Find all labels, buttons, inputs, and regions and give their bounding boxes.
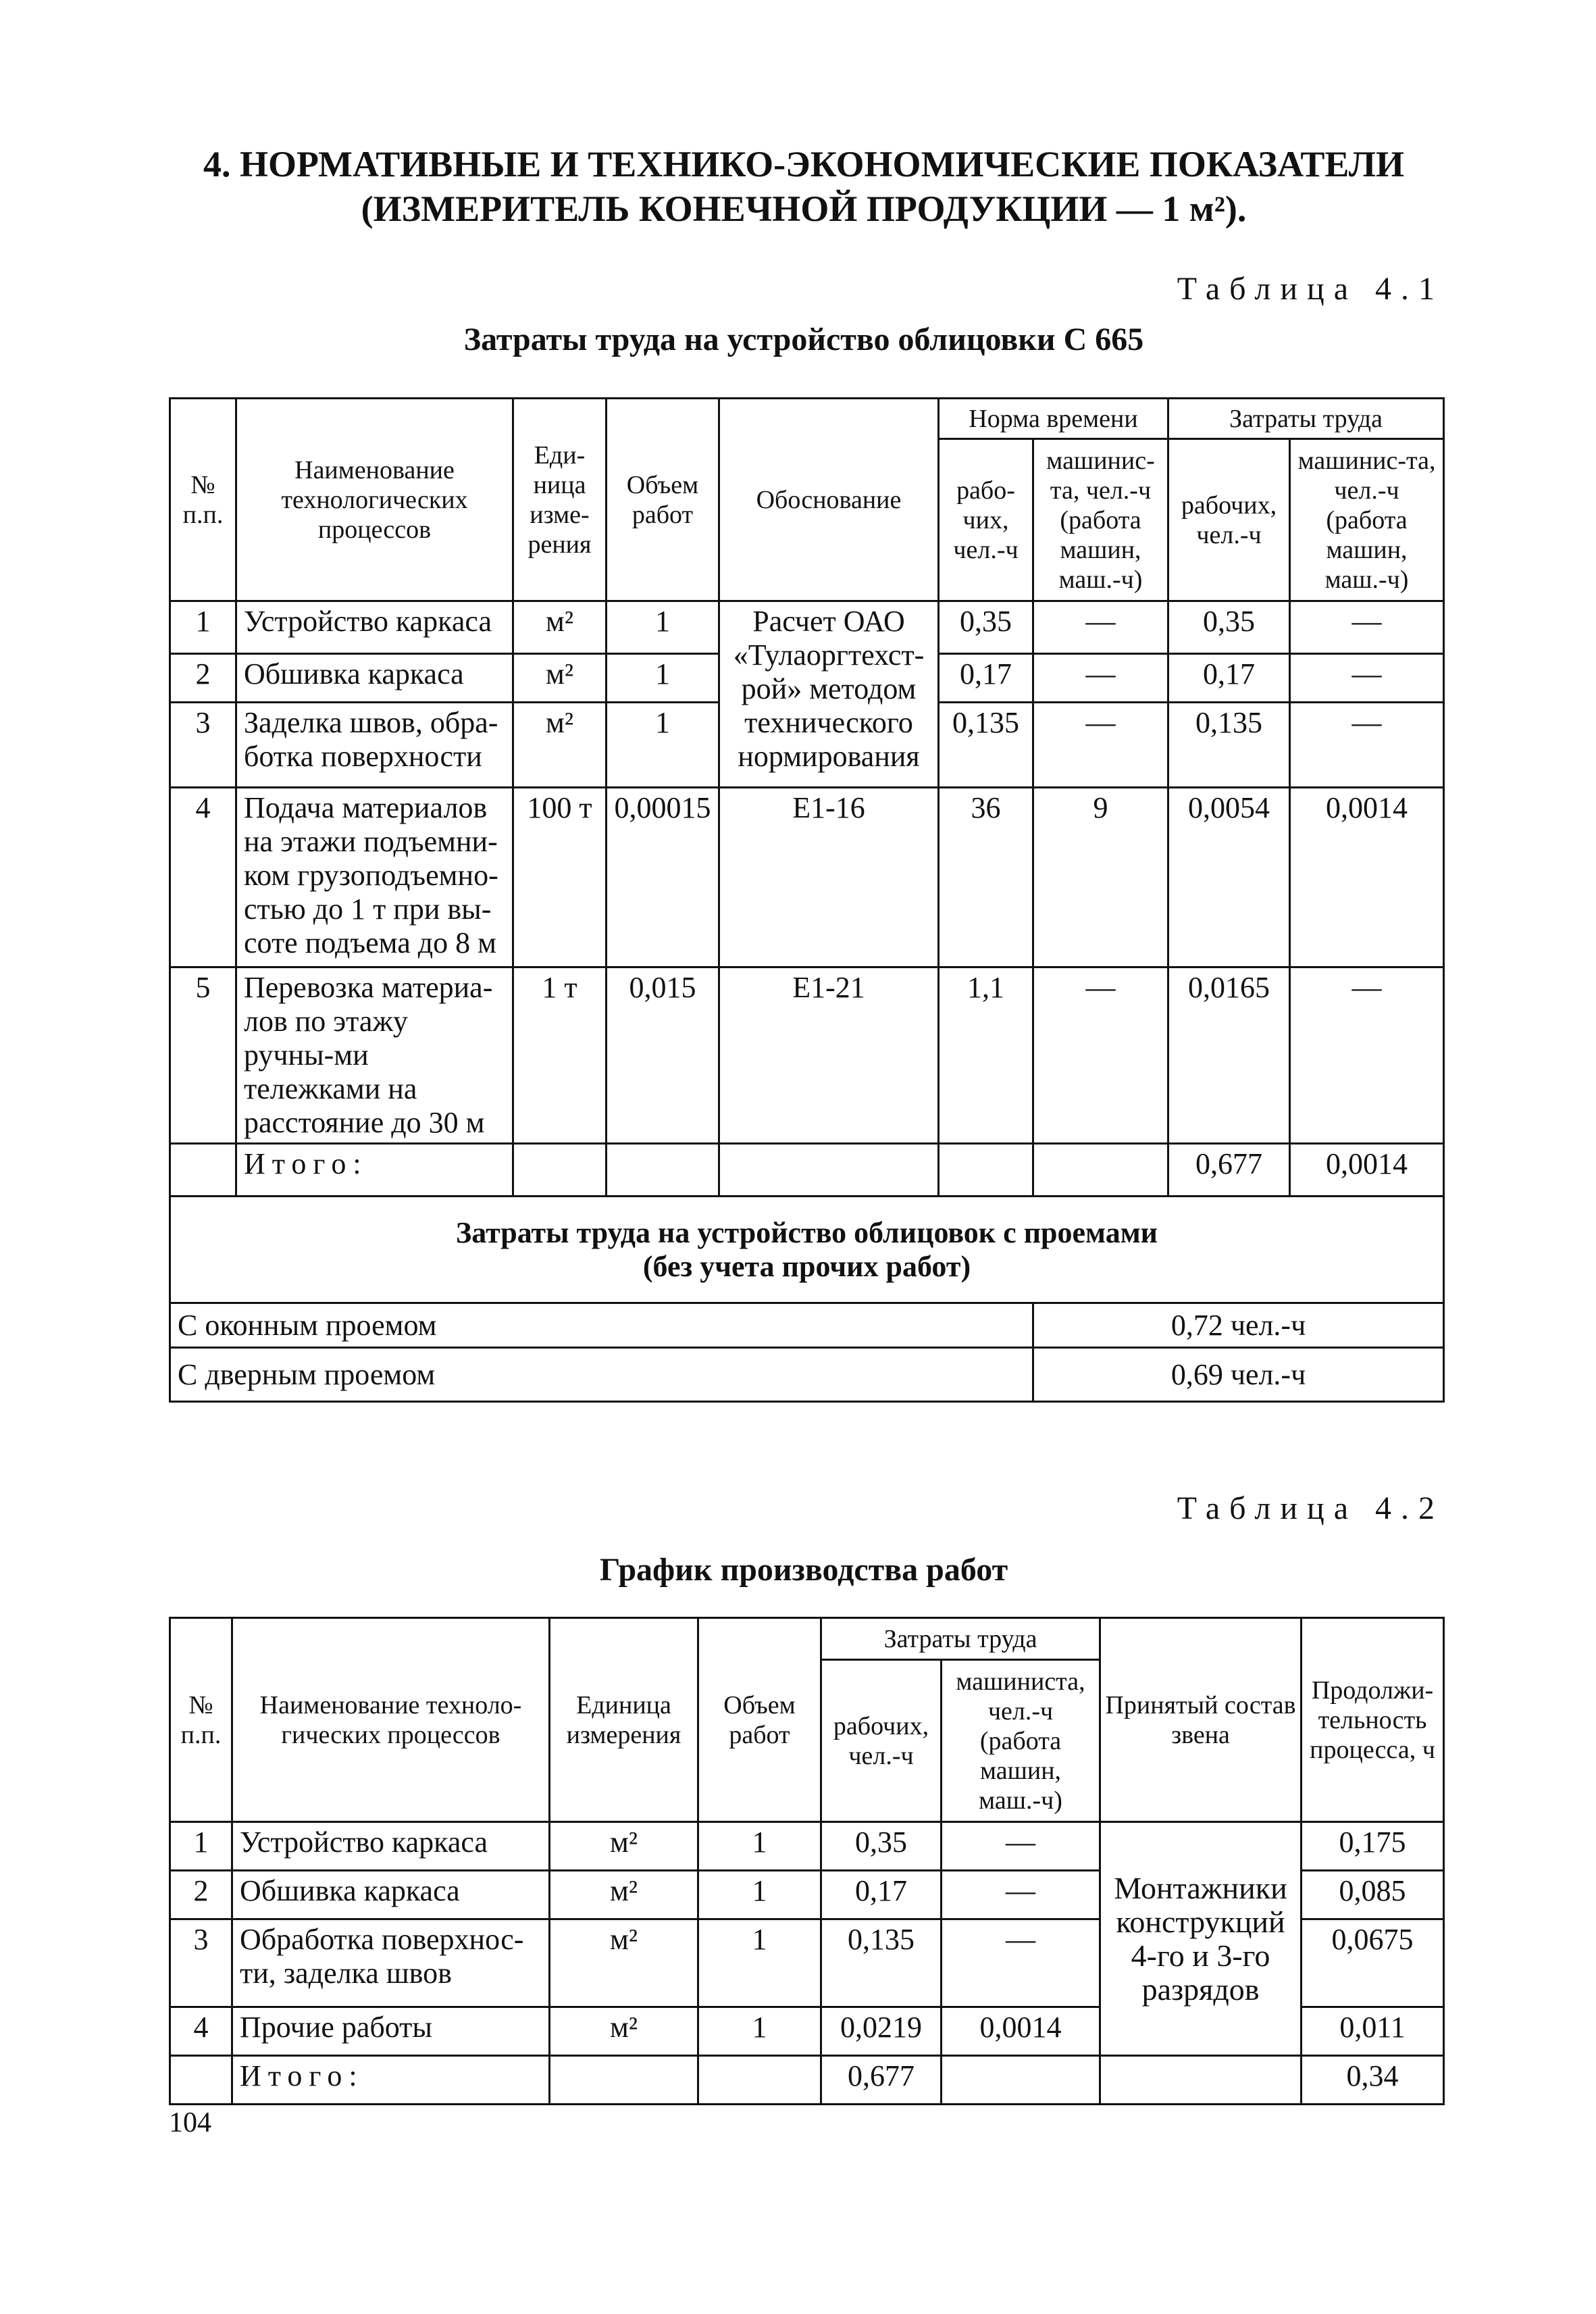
cell-basis-shared: Расчет ОАО «Тулаоргтехст-рой» методом технического нормирования — [719, 601, 939, 788]
cell-crew: Монтажники конструкций 4-го и 3-го разрядов — [1100, 1822, 1302, 2056]
col-header-cost-machinist: машинис-та, чел.-ч (работа машин, маш.-ч) — [1290, 439, 1444, 601]
col-header-name: Наименование технологических процессов — [236, 399, 513, 601]
cell-volume: 0,015 — [607, 967, 719, 1144]
cell-num: 5 — [170, 967, 236, 1144]
total-duration: 0,34 — [1302, 2056, 1444, 2105]
col-header-basis: Обоснование — [719, 399, 939, 601]
cell-duration: 0,175 — [1302, 1822, 1444, 1871]
col-header-unit: Еди-ница изме-рения — [513, 399, 607, 601]
table-row — [170, 1822, 1444, 1871]
cell-name: Устройство каркаса — [232, 1822, 550, 1871]
cell-name: Обработка поверхнос-ти, заделка швов — [232, 1919, 550, 2007]
cell-num: 2 — [170, 1871, 232, 1919]
cell-name: Прочие работы — [232, 2007, 550, 2056]
window-opening-label: С оконным проемом — [170, 1303, 1033, 1348]
openings-row — [170, 1303, 1444, 1348]
cell-cost-machinist: — — [1290, 654, 1444, 703]
col-header-cost-workers: рабочих, чел.-ч — [821, 1660, 942, 1822]
cell-name: Заделка швов, обра-ботка поверхности — [236, 703, 513, 788]
total-cost-machinist: 0,0014 — [1290, 1144, 1444, 1197]
cell-unit: м² — [550, 2007, 698, 2056]
cell-cost-workers: 0,135 — [1168, 703, 1290, 788]
cell-cost-machinist: — — [942, 1822, 1100, 1871]
window-opening-value: 0,72 чел.-ч — [1033, 1303, 1444, 1348]
total-label: Итого: — [236, 1144, 513, 1197]
labor-cost-table — [169, 397, 1445, 1403]
total-cost-workers: 0,677 — [821, 2056, 942, 2105]
col-header-unit: Единица измерения — [550, 1618, 698, 1822]
cell-volume: 0,00015 — [607, 788, 719, 967]
table-row — [170, 601, 1444, 654]
openings-title-line-2: (без учета прочих работ) — [642, 1249, 971, 1283]
cell-unit: м² — [513, 703, 607, 788]
col-header-norm-workers: рабо-чих, чел.-ч — [939, 439, 1033, 601]
cell-unit: м² — [513, 601, 607, 654]
cell-unit: м² — [550, 1919, 698, 2007]
heading-line-1: 4. НОРМАТИВНЫЕ И ТЕХНИКО-ЭКОНОМИЧЕСКИЕ ПОКАЗАТЕЛИ — [203, 144, 1404, 184]
total-row — [170, 1144, 1444, 1197]
heading-line-2: (ИЗМЕРИТЕЛЬ КОНЕЧНОЙ ПРОДУКЦИИ — 1 м²). — [361, 188, 1247, 229]
cell-cost-workers: 0,0054 — [1168, 788, 1290, 967]
table1-caption: Затраты труда на устройство облицовки С 665 — [463, 322, 1144, 357]
cell-num: 4 — [170, 788, 236, 967]
cell-name: Подача материалов на этажи подъемни-ком грузоподъемно-стью до 1 т при вы-соте подъема до 8 м — [236, 788, 513, 967]
cell-cost-workers: 0,17 — [1168, 654, 1290, 703]
cell-num: 1 — [170, 1822, 232, 1871]
cell-duration: 0,011 — [1302, 2007, 1444, 2056]
cell-cost-machinist: — — [1290, 967, 1444, 1144]
col-header-name: Наименование техноло-гических процессов — [232, 1618, 550, 1822]
cell-cost-machinist: — — [942, 1919, 1100, 2007]
cell-basis: Е1-16 — [719, 788, 939, 967]
cell-cost-workers: 0,17 — [821, 1871, 942, 1919]
cell-unit: 1 т — [513, 967, 607, 1144]
cell-unit: м² — [550, 1871, 698, 1919]
cell-name: Перевозка материа-лов по этажу ручны-ми тележками на расстояние до 30 м — [236, 967, 513, 1144]
cell-cost-workers: 0,0219 — [821, 2007, 942, 2056]
table2-caption: График производства работ — [599, 1552, 1008, 1588]
table-row — [170, 967, 1444, 1144]
cell-unit: 100 т — [513, 788, 607, 967]
cell-volume: 1 — [607, 654, 719, 703]
cell-unit: м² — [550, 1822, 698, 1871]
col-header-cost: Затраты труда — [1168, 399, 1444, 439]
cell-volume: 1 — [698, 1871, 821, 1919]
cell-name: Устройство каркаса — [236, 601, 513, 654]
cell-num: 2 — [170, 654, 236, 703]
door-opening-label: С дверным проемом — [170, 1348, 1033, 1402]
cell-cost-workers: 0,35 — [821, 1822, 942, 1871]
cell-cost-machinist: 0,0014 — [942, 2007, 1100, 2056]
cell-volume: 1 — [698, 1822, 821, 1871]
col-header-num: № п.п. — [170, 399, 236, 601]
door-opening-value: 0,69 чел.-ч — [1033, 1348, 1444, 1402]
openings-row — [170, 1348, 1444, 1402]
cell-cost-machinist: — — [1290, 703, 1444, 788]
cell-num: 3 — [170, 703, 236, 788]
cell-norm-workers: 1,1 — [939, 967, 1033, 1144]
page-number: 104 — [169, 2107, 211, 2138]
cell-cost-workers: 0,0165 — [1168, 967, 1290, 1144]
cell-name: Обшивка каркаса — [236, 654, 513, 703]
cell-duration: 0,0675 — [1302, 1919, 1444, 2007]
cell-norm-workers: 0,135 — [939, 703, 1033, 788]
total-row — [170, 2056, 1444, 2105]
cell-unit: м² — [513, 654, 607, 703]
openings-title-line-1: Затраты труда на устройство облицовок с проемами — [455, 1215, 1158, 1249]
cell-num: 1 — [170, 601, 236, 654]
cell-cost-workers: 0,35 — [1168, 601, 1290, 654]
col-header-duration: Продолжи-тельность процесса, ч — [1302, 1618, 1444, 1822]
cell-norm-machinist: — — [1033, 654, 1168, 703]
col-header-norm: Норма времени — [939, 399, 1168, 439]
col-header-cost-machinist: машиниста, чел.-ч (работа машин, маш.-ч) — [942, 1660, 1100, 1822]
section-heading — [162, 142, 1445, 231]
cell-basis: Е1-21 — [719, 967, 939, 1144]
cell-duration: 0,085 — [1302, 1871, 1444, 1919]
cell-volume: 1 — [698, 2007, 821, 2056]
col-header-num: № п.п. — [170, 1618, 232, 1822]
table2-label: Таблица 4.2 — [1177, 1490, 1444, 1526]
openings-title-row — [170, 1197, 1444, 1303]
cell-norm-machinist: — — [1033, 703, 1168, 788]
cell-norm-workers: 0,17 — [939, 654, 1033, 703]
col-header-volume: Объем работ — [607, 399, 719, 601]
work-schedule-table — [169, 1617, 1445, 2105]
total-label: Итого: — [232, 2056, 550, 2105]
cell-norm-machinist: 9 — [1033, 788, 1168, 967]
col-header-volume: Объем работ — [698, 1618, 821, 1822]
col-header-cost-workers: рабочих, чел.-ч — [1168, 439, 1290, 601]
cell-volume: 1 — [607, 703, 719, 788]
cell-cost-machinist: — — [942, 1871, 1100, 1919]
cell-num: 3 — [170, 1919, 232, 2007]
col-header-crew: Принятый состав звена — [1100, 1618, 1302, 1822]
col-header-norm-machinist: машинис-та, чел.-ч (работа машин, маш.-ч) — [1033, 439, 1168, 601]
cell-norm-machinist: — — [1033, 967, 1168, 1144]
cell-cost-machinist: 0,0014 — [1290, 788, 1444, 967]
cell-cost-workers: 0,135 — [821, 1919, 942, 2007]
cell-norm-machinist: — — [1033, 601, 1168, 654]
table-row — [170, 788, 1444, 967]
cell-num: 4 — [170, 2007, 232, 2056]
cell-norm-workers: 36 — [939, 788, 1033, 967]
cell-volume: 1 — [607, 601, 719, 654]
col-header-cost: Затраты труда — [821, 1618, 1100, 1660]
total-cost-workers: 0,677 — [1168, 1144, 1290, 1197]
cell-cost-machinist: — — [1290, 601, 1444, 654]
cell-norm-workers: 0,35 — [939, 601, 1033, 654]
cell-name: Обшивка каркаса — [232, 1871, 550, 1919]
cell-volume: 1 — [698, 1919, 821, 2007]
table1-label: Таблица 4.1 — [1177, 271, 1444, 307]
